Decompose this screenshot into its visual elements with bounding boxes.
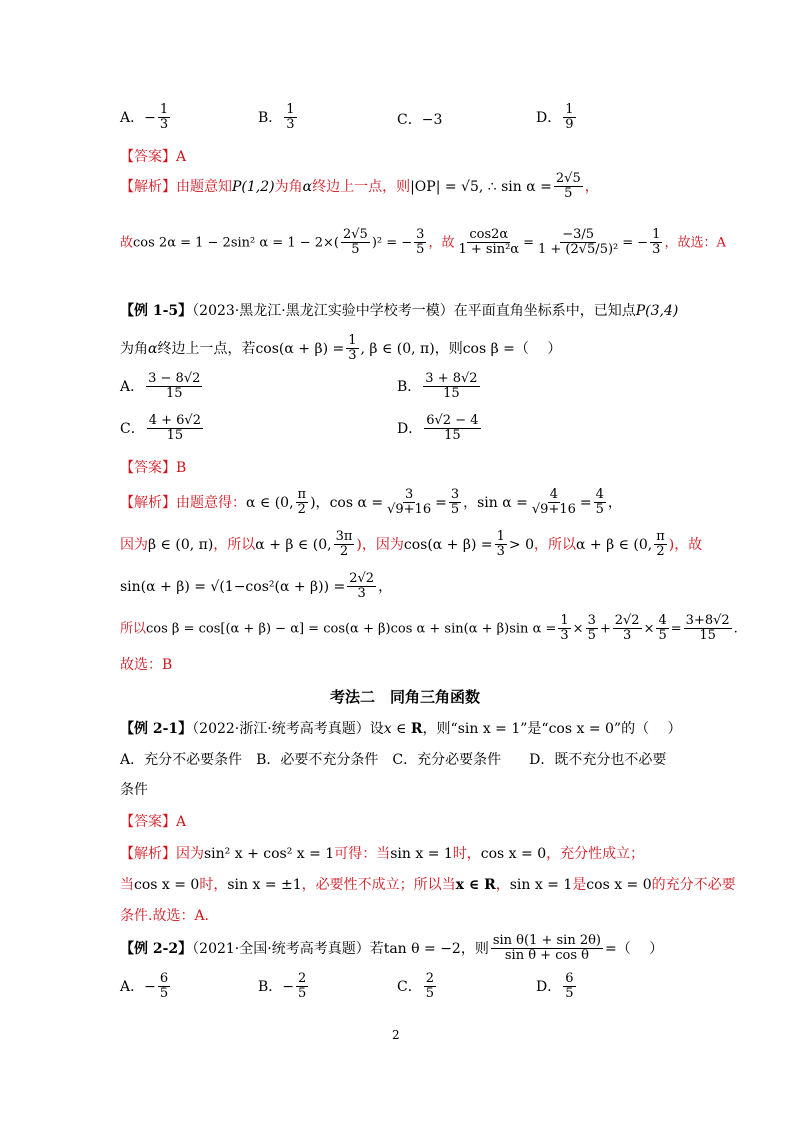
text: ， — [378, 578, 393, 595]
text: ，所以 — [213, 536, 256, 553]
math: β ∈ (0, π) — [148, 536, 214, 553]
numerator: 1 — [565, 102, 574, 117]
denominator: 15 — [166, 428, 184, 444]
math: cos(α + β) = — [255, 340, 345, 357]
denominator: 3 — [652, 242, 661, 258]
math: α — [302, 178, 313, 195]
text: 为角 — [120, 340, 148, 357]
text: 由题意得： — [176, 494, 246, 511]
analysis-line — [120, 614, 738, 644]
text: ， — [584, 178, 599, 195]
denominator: √9+16 — [387, 502, 432, 518]
analysis-line — [120, 874, 736, 894]
math: , β ∈ (0, π) — [360, 340, 435, 357]
numerator: 6 — [159, 971, 169, 986]
math-fraction — [296, 488, 309, 518]
math: |OP| = √5, ∴ sin α = — [410, 178, 552, 195]
denominator: 9 — [565, 117, 574, 133]
numerator: 1 — [496, 529, 505, 544]
text: 可得：当 — [334, 846, 391, 862]
denominator: 1 + (2√5/5)² — [537, 242, 619, 258]
math: cos 2α = 1 − 2sin² α = 1 − 2×( — [133, 235, 339, 251]
denominator: 15 — [444, 428, 461, 444]
numerator: 3 − 8√2 — [148, 371, 201, 386]
text: ”是“ — [520, 721, 549, 737]
example-options-wrap: 条件 — [120, 782, 148, 798]
text: ，则“ — [422, 721, 458, 737]
math: cos(α + β) = — [403, 536, 493, 553]
analysis-tag: 【解析】 — [120, 178, 176, 195]
option-label: A． — [120, 109, 145, 126]
option-label: D． — [397, 420, 423, 437]
option-fraction — [158, 103, 170, 133]
math-fraction — [594, 488, 606, 518]
answer-value: B — [176, 460, 187, 476]
option-label: A． — [120, 978, 145, 995]
math: = — [523, 235, 534, 251]
math: × — [572, 621, 584, 637]
numerator: 4 — [595, 487, 604, 502]
section-heading: 考法二 同角三角函数 — [330, 688, 481, 706]
math: = − — [622, 235, 649, 251]
option-c — [120, 414, 205, 444]
denominator: 15 — [165, 386, 183, 402]
option-fraction — [296, 972, 308, 1002]
denominator: 5 — [159, 986, 169, 1002]
denominator: 2 — [297, 502, 306, 518]
math: cos α = — [329, 494, 384, 511]
denominator: 5 — [595, 502, 604, 518]
numerator: 4 — [549, 487, 559, 502]
text: )，故 — [668, 536, 703, 553]
option-sign: − — [144, 109, 156, 126]
denominator: 5 — [351, 242, 360, 258]
example-tag: 【例 2-1】 — [120, 721, 193, 737]
example-title — [120, 718, 682, 738]
option-label: D． — [536, 109, 562, 126]
math: = — [579, 494, 592, 511]
option-label: C． — [397, 978, 422, 995]
denominator: 5 — [564, 186, 573, 202]
example-title — [120, 934, 663, 964]
denominator: 5 — [416, 242, 425, 258]
option-a — [120, 972, 172, 1002]
math: x ∈ — [383, 721, 411, 737]
text: ，所以 — [533, 536, 576, 553]
example-options: A．充分不必要条件 B．必要不充分条件 C．充分必要条件 D．既不充分也不必要 — [120, 752, 667, 768]
text: （ ） — [514, 340, 562, 357]
answer-line — [120, 811, 186, 831]
math: cos β = cos[(α + β) − α] = cos(α + β)cos α + sin(α + β)sin α = — [146, 621, 557, 637]
math-fraction — [456, 228, 521, 258]
option-fraction — [563, 972, 575, 1002]
numerator: 2 — [298, 971, 307, 986]
math-fraction — [495, 530, 507, 560]
numerator: π — [656, 529, 665, 544]
analysis-line — [120, 530, 702, 560]
math: sin(α + β) = √(1−cos²(α + β)) = — [120, 578, 346, 595]
numerator: 1 — [560, 613, 569, 628]
denominator: 3 — [348, 348, 357, 364]
numerator: 3 — [416, 227, 425, 242]
text: 是 — [572, 877, 587, 893]
denominator: 1 + sin²α — [458, 242, 520, 258]
numerator: 1 — [159, 102, 169, 117]
denominator: 3 — [560, 628, 569, 644]
option-label: C． — [397, 112, 422, 128]
math: R — [410, 721, 423, 737]
math-fraction — [613, 614, 642, 644]
denominator: 15 — [699, 628, 716, 644]
text: 故 — [120, 235, 134, 251]
option-fraction — [146, 372, 202, 402]
option-fraction — [563, 103, 575, 133]
math: = — [670, 621, 682, 637]
math: x ∈ R — [455, 877, 496, 893]
option-label: B． — [258, 109, 283, 126]
text: =（ ） — [605, 940, 664, 957]
example-line — [120, 334, 561, 364]
math: . — [733, 621, 738, 637]
answer-tag: 【答案】 — [120, 814, 176, 830]
analysis-line — [120, 572, 392, 602]
math-fraction — [558, 614, 570, 644]
example-tag: 【例 2-2】 — [120, 940, 193, 957]
text: )，因为 — [356, 536, 404, 553]
numerator: 3 — [450, 487, 460, 502]
math: α + β ∈ (0, — [255, 536, 332, 553]
math: sin x = 1 — [509, 877, 573, 893]
math-fraction — [491, 934, 603, 964]
math: )² = − — [371, 235, 413, 251]
numerator: 3 — [587, 613, 596, 628]
denominator: 2 — [339, 544, 349, 560]
math-fraction — [536, 228, 620, 258]
numerator: 2√2 — [614, 613, 640, 628]
option-fraction — [147, 414, 203, 444]
text: ”的（ ） — [613, 721, 682, 737]
text: 时， — [452, 846, 481, 862]
numerator: 6 — [565, 971, 574, 986]
numerator: 2√5 — [555, 171, 581, 186]
answer-line — [120, 146, 186, 166]
text: 时， — [199, 877, 228, 893]
text: ，则 — [460, 940, 489, 957]
option-d — [536, 103, 578, 133]
page-number: 2 — [392, 1028, 400, 1042]
option-label: C． — [120, 420, 145, 437]
math-fraction — [554, 172, 583, 202]
denominator: 3 — [286, 117, 295, 133]
numerator: 2 — [425, 971, 434, 986]
numerator: cos2α — [469, 227, 509, 242]
math-fraction — [449, 488, 461, 518]
denominator: 5 — [658, 628, 667, 644]
denominator: 3 — [159, 117, 169, 133]
analysis-tag: 【解析】 — [120, 846, 176, 862]
math: + — [599, 621, 611, 637]
option-label: B． — [397, 378, 422, 395]
option-value: −3 — [421, 112, 443, 128]
text: 终边上一点，若 — [157, 340, 256, 357]
option-d — [397, 414, 483, 444]
math-fraction — [654, 530, 667, 560]
text: ，必要性不成立；所以当 — [301, 877, 456, 893]
numerator: 1 — [652, 227, 661, 242]
answer-value: A — [176, 814, 187, 830]
text: 的充分不必要 — [651, 877, 736, 893]
denominator: 5 — [298, 986, 307, 1002]
text: 因为 — [120, 536, 148, 553]
denominator: 3 — [357, 586, 366, 602]
text: ， — [495, 877, 510, 893]
text: 为角 — [274, 178, 303, 195]
denominator: 3 — [623, 628, 632, 644]
option-fraction — [424, 972, 436, 1002]
math: cos x = 0 — [586, 877, 652, 893]
denominator: √9+16 — [531, 502, 576, 518]
example-tag: 【例 1-5】 — [120, 303, 193, 319]
example-source: （2023·黑龙江·黑龙江实验中学校考一模）在平面直角坐标系中，已知点 — [192, 303, 636, 319]
math: cos β = — [462, 340, 515, 357]
math: sin x = ±1 — [227, 877, 302, 893]
math: tan θ = −2 — [383, 940, 461, 957]
math-fraction — [530, 488, 578, 518]
denominator: 2 — [656, 544, 665, 560]
math: α — [148, 340, 158, 357]
numerator: π — [297, 487, 307, 502]
denominator: sin θ + cos θ — [504, 948, 589, 964]
math: sin α = — [477, 494, 528, 511]
answer-tag: 【答案】 — [120, 460, 176, 476]
math-fraction — [414, 228, 426, 258]
analysis-line — [120, 172, 599, 202]
math-fraction — [341, 228, 370, 258]
numerator: 4 + 6√2 — [148, 413, 201, 428]
option-sign: − — [282, 978, 295, 995]
denominator: 5 — [565, 986, 574, 1002]
option-fraction — [284, 103, 296, 133]
math: P(1,2) — [232, 178, 275, 195]
math-fraction — [586, 614, 598, 644]
analysis-line — [120, 228, 726, 258]
analysis-line — [120, 488, 622, 518]
option-fraction — [158, 972, 170, 1002]
option-a — [120, 372, 204, 402]
numerator: 3π — [335, 529, 353, 544]
numerator: 1 — [286, 102, 295, 117]
numerator: sin θ(1 + sin 2θ) — [492, 933, 602, 948]
denominator: 5 — [587, 628, 596, 644]
numerator: 2√2 — [349, 571, 375, 586]
example-title — [120, 300, 678, 320]
text: ，故选：A — [664, 235, 726, 251]
text: 当 — [120, 877, 134, 893]
example-source: （2021·全国·统考高考真题）若 — [192, 940, 384, 957]
math: α ∈ (0, — [246, 494, 294, 511]
numerator: 6√2 − 4 — [426, 413, 479, 428]
denominator: 5 — [450, 502, 460, 518]
math: sin² x + cos² x = 1 — [204, 846, 335, 862]
math-fraction — [385, 488, 433, 518]
text: 由题意知 — [176, 178, 232, 195]
answer-tag: 【答案】 — [120, 149, 176, 165]
text: ，充分性成立； — [546, 846, 645, 862]
math: × — [643, 621, 655, 637]
math: = — [435, 494, 447, 511]
text: ， — [607, 494, 622, 511]
denominator: 3 — [496, 544, 505, 560]
numerator: 4 — [658, 613, 667, 628]
numerator: 1 — [348, 333, 357, 348]
math-fraction — [334, 530, 355, 560]
denominator: 5 — [425, 986, 434, 1002]
denominator: 15 — [443, 386, 460, 402]
option-sign: − — [144, 978, 156, 995]
text: 所以 — [120, 621, 147, 637]
numerator: 3+8√2 — [685, 613, 730, 628]
option-c — [397, 109, 442, 129]
math: cos x = 0 — [134, 877, 200, 893]
text: ， — [463, 494, 478, 511]
numerator: 2√5 — [342, 227, 368, 242]
example-source: （2022·浙江·统考高考真题）设 — [192, 721, 384, 737]
math-fraction — [347, 572, 376, 602]
math: )， — [310, 494, 330, 511]
text: 因为 — [176, 846, 204, 862]
text: 终边上一点，则 — [312, 178, 411, 195]
analysis-line — [120, 843, 644, 863]
answer-line — [120, 457, 186, 477]
text: ，则 — [434, 340, 463, 357]
math: > 0 — [508, 536, 534, 553]
math-fraction — [656, 614, 668, 644]
math-fraction — [650, 228, 662, 258]
option-b — [258, 972, 310, 1002]
text: ，故 — [428, 235, 455, 251]
option-label: D． — [536, 978, 562, 995]
analysis-conclusion: 条件.故选：A. — [120, 908, 210, 924]
option-fraction — [424, 414, 480, 444]
option-b — [258, 103, 299, 133]
math: cos x = 0 — [548, 721, 614, 737]
option-label: B． — [258, 978, 283, 995]
math: cos x = 0 — [480, 846, 547, 862]
analysis-conclusion: 故选：B — [120, 657, 173, 673]
option-label: A． — [120, 378, 145, 395]
option-fraction — [423, 372, 479, 402]
math: sin x = 1 — [390, 846, 453, 862]
math-fraction — [346, 334, 358, 364]
numerator: 3 — [404, 487, 414, 502]
numerator: 3 + 8√2 — [425, 371, 478, 386]
option-b — [397, 372, 482, 402]
option-a — [120, 103, 172, 133]
math: α + β ∈ (0, — [575, 536, 653, 553]
option-d — [536, 972, 578, 1002]
numerator: −3/5 — [562, 227, 595, 242]
analysis-tag: 【解析】 — [120, 494, 176, 511]
math: sin x = 1 — [457, 721, 521, 737]
answer-value: A — [176, 149, 187, 165]
math: P(3,4) — [635, 303, 679, 319]
option-c — [397, 972, 438, 1002]
math-fraction — [684, 614, 732, 644]
